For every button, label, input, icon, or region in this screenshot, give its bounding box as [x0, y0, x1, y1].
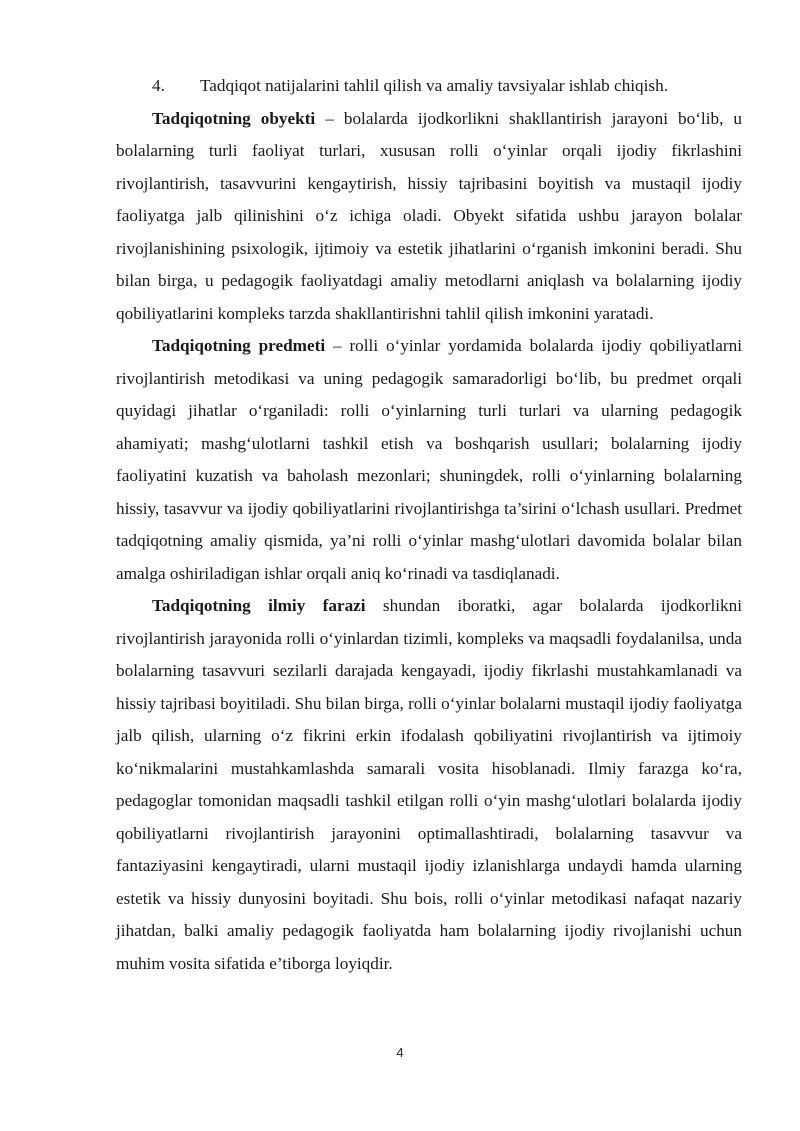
term-hypothesis: Tadqiqotning ilmiy farazi [152, 596, 366, 615]
paragraph-text: shundan iboratki, agar bolalarda ijodkorlikni rivojlantirish jarayonida rolli o‘yinlardan tizimli, kompleks va maqsadli foydalanilsa, unda bolalarning tasavvuri sezilarli darajada kengayadi, ijodiy fikrlashi mustahkamlanadi va hissiy tajribasi boyitiladi. Shu bilan birga, rolli o‘yinlar bolalarni mustaqil ijodiy faoliyatga jalb qilish, ularning o‘z fikrini erkin ifodalash qobiliyatini rivojlantirish va ijtimoiy ko‘nikmalarini mustahkamlashda samarali vosita hisoblanadi. Ilmiy farazga ko‘ra, pedagoglar tomonidan maqsadli tashkil etilgan rolli o‘yin mashg‘ulotlari bolalarda ijodiy qobiliyatlarni rivojlantirish jarayonini optimallashtiradi, bolalarning tasavvur va fantaziyasini kengaytiradi, ularni mustaqil ijodiy izlanishlarga undaydi hamda ularning estetik va hissiy dunyosini boyitadi. Shu bois, rolli o‘yinlar metodikasi nafaqat nazariy jihatdan, balki amaliy pedagogik faoliyatda ham bolalarning ijodiy rivojlanishi uchun muhim vosita sifatida e’tiborga loyiqdir. [116, 596, 742, 973]
paragraph-subject [116, 330, 742, 590]
list-item-number: 4. [152, 76, 165, 95]
list-item [116, 70, 742, 103]
list-item-text: Tadqiqot natijalarini tahlil qilish va amaliy tavsiyalar ishlab chiqish. [200, 76, 669, 95]
term-object: Tadqiqotning obyekti [152, 108, 316, 128]
paragraph-text: – rolli o‘yinlar yordamida bolalarda ijodiy qobiliyatlarni rivojlantirish metodikasi va uning pedagogik samaradorligi bo‘lib, bu predmet orqali quyidagi jihatlar o‘rganiladi: rolli o‘yinlarning turli turlari va ularning pedagogik ahamiyati; mashg‘ulotlarni tashkil etish va boshqarish usullari; bolalarning ijodiy faoliyatini kuzatish va baholash mezonlari; shuningdek, rolli o‘yinlarning bolalarning hissiy, tasavvur va ijodiy qobiliyatlarini rivojlantirishga ta’sirini o‘lchash usullari. Predmet tadqiqotning amaliy qismida, ya’ni rolli o‘yinlar mashg‘ulotlari davomida bolalar bilan amalga oshiriladigan ishlar orqali aniq ko‘rinadi va tasdiqlanadi. [116, 336, 743, 583]
page-number: 4 [396, 1045, 404, 1060]
paragraph-text: – bolalarda ijodkorlikni shakllantirish jarayoni bo‘lib, u bolalarning turli faoliyat turlari, xususan rolli o‘yinlar orqali ijodiy fikrlashini rivojlantirish, tasavvurini kengaytirish, hissiy tajribasini boyitish va mustaqil ijodiy faoliyatga jalb qilinishini o‘z ichiga oladi. Obyekt sifatida ushbu jarayon bolalar rivojlanishining psixologik, ijtimoiy va estetik jihatlarini o‘rganish imkonini beradi. Shu bilan birga, u pedagogik faoliyatdagi amaliy metodlarni aniqlash va bolalarning ijodiy qobiliyatlarini kompleks tarzda shakllantirishni tahlil qilish imkonini yaratadi. [116, 108, 742, 323]
paragraph-object [116, 103, 742, 331]
term-subject: Tadqiqotning predmeti [152, 336, 326, 355]
paragraph-hypothesis [116, 590, 742, 980]
document-page [116, 70, 742, 980]
